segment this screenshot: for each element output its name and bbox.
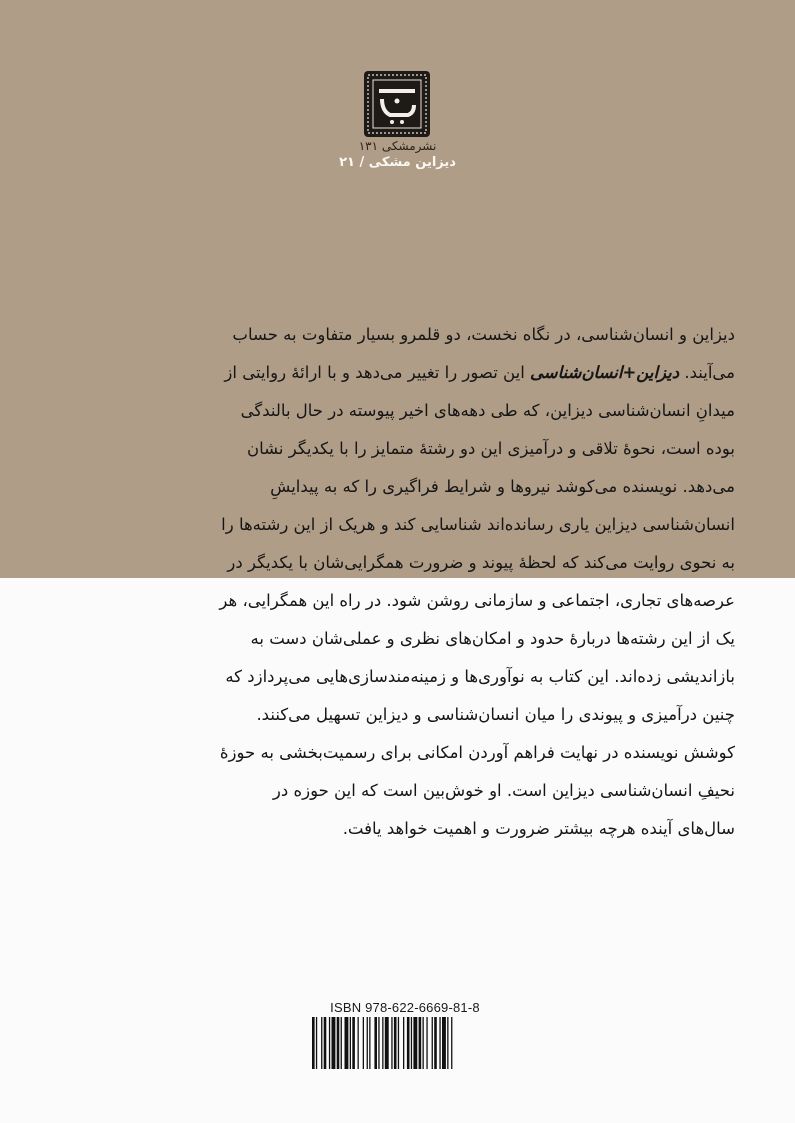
mashki-publisher-logo-icon [364, 71, 430, 137]
publisher-imprint-number: نشرمشکی ۱۳۱ [358, 139, 437, 153]
barcode-bar [374, 1017, 377, 1069]
barcode-bar [413, 1017, 417, 1069]
barcode-bar [447, 1017, 448, 1069]
barcode-bar [411, 1017, 412, 1069]
book-title-emphasis: دیزاین+انسان‌شناسی [530, 363, 680, 382]
barcode-icon [312, 1017, 500, 1069]
barcode-bar [423, 1017, 424, 1069]
blurb-line: به نحوی روایت می‌کند که لحظهٔ پیوند و ضرورت همگرایی‌شان با یکدیگر در [227, 553, 735, 572]
barcode-bar [341, 1017, 342, 1069]
blurb-line: یک از این رشته‌ها دربارهٔ حدود و امکان‌های نظری و عملی‌شان دست به [250, 629, 735, 648]
barcode-bar [385, 1017, 389, 1069]
blurb-line: بازاندیشی زده‌اند. این کتاب به نوآوری‌ها و زمینه‌مندسازی‌هایی می‌پردازد که [225, 667, 735, 686]
barcode-bar [337, 1017, 340, 1069]
series-title: دیزاین مشکی / ۲۱ [339, 155, 456, 170]
barcode-bar [332, 1017, 336, 1069]
barcode-bar [434, 1017, 437, 1069]
barcode-bar [312, 1017, 315, 1069]
barcode-bar [350, 1017, 351, 1069]
barcode-bar [329, 1017, 330, 1069]
barcode-bar [345, 1017, 349, 1069]
barcode-bar [403, 1017, 404, 1069]
blurb-line: چنین درآمیزی و پیوندی را میان انسان‌شناسی و دیزاین تسهیل می‌کنند. [256, 705, 735, 724]
barcode-bar [394, 1017, 397, 1069]
barcode-bar [426, 1017, 427, 1069]
barcode-bar [378, 1017, 379, 1069]
blurb-line: می‌آیند. دیزاین+انسان‌شناسی این تصور را تغییر می‌دهد و با ارائهٔ روایتی از [224, 363, 735, 382]
isbn-label: ISBN 978-622-6669-81-8 [330, 1000, 480, 1015]
barcode-bar [363, 1017, 364, 1069]
barcode-bar [316, 1017, 317, 1069]
blurb-line: انسان‌شناسی دیزاین یاری رسانده‌اند شناسایی کند و هریک از این رشته‌ها را [221, 515, 735, 534]
blurb-line: کوشش نویسنده در نهایت فراهم آوردن امکانی برای رسمیت‌بخشی به حوزهٔ [219, 743, 735, 762]
blurb-line: دیزاین و انسان‌شناسی، در نگاه نخست، دو قلمرو بسیار متفاوت به حساب [232, 325, 735, 344]
barcode-bar [367, 1017, 368, 1069]
barcode-bar [439, 1017, 440, 1069]
blurb-line: بوده است، نحوهٔ تلاقی و درآمیزی این دو رشتهٔ متمایز را با یکدیگر نشان [247, 439, 735, 458]
barcode-bar [321, 1017, 322, 1069]
barcode-bar [391, 1017, 392, 1069]
barcode-bar [358, 1017, 359, 1069]
blurb-line: می‌دهد. نویسنده می‌کوشد نیروها و شرایط فراگیری را که به پیدایشِ [270, 477, 735, 496]
barcode-bar [382, 1017, 383, 1069]
barcode-bar [369, 1017, 370, 1069]
blurb-line: میدانِ انسان‌شناسی دیزاین، که طی دهه‌های اخیر پیوسته در حال بالندگی [240, 401, 735, 420]
blurb-line: سال‌های آینده هرچه بیشتر ضرورت و اهمیت خواهد یافت. [342, 819, 735, 838]
barcode-bar [451, 1017, 452, 1069]
barcode-bar [442, 1017, 446, 1069]
blurb-line: نحیفِ انسان‌شناسی دیزاین است. او خوش‌بین است که این حوزه در [272, 781, 735, 800]
blurb-line: عرصه‌های تجاری، اجتماعی و سازمانی روشن شود. در راه این همگرایی، هر [219, 591, 735, 610]
barcode-bar [407, 1017, 410, 1069]
barcode-bar [324, 1017, 327, 1069]
barcode-bar [432, 1017, 433, 1069]
barcode-bar [398, 1017, 399, 1069]
barcode-bar [352, 1017, 355, 1069]
back-cover-blurb [71, 316, 735, 848]
barcode-bar [419, 1017, 422, 1069]
